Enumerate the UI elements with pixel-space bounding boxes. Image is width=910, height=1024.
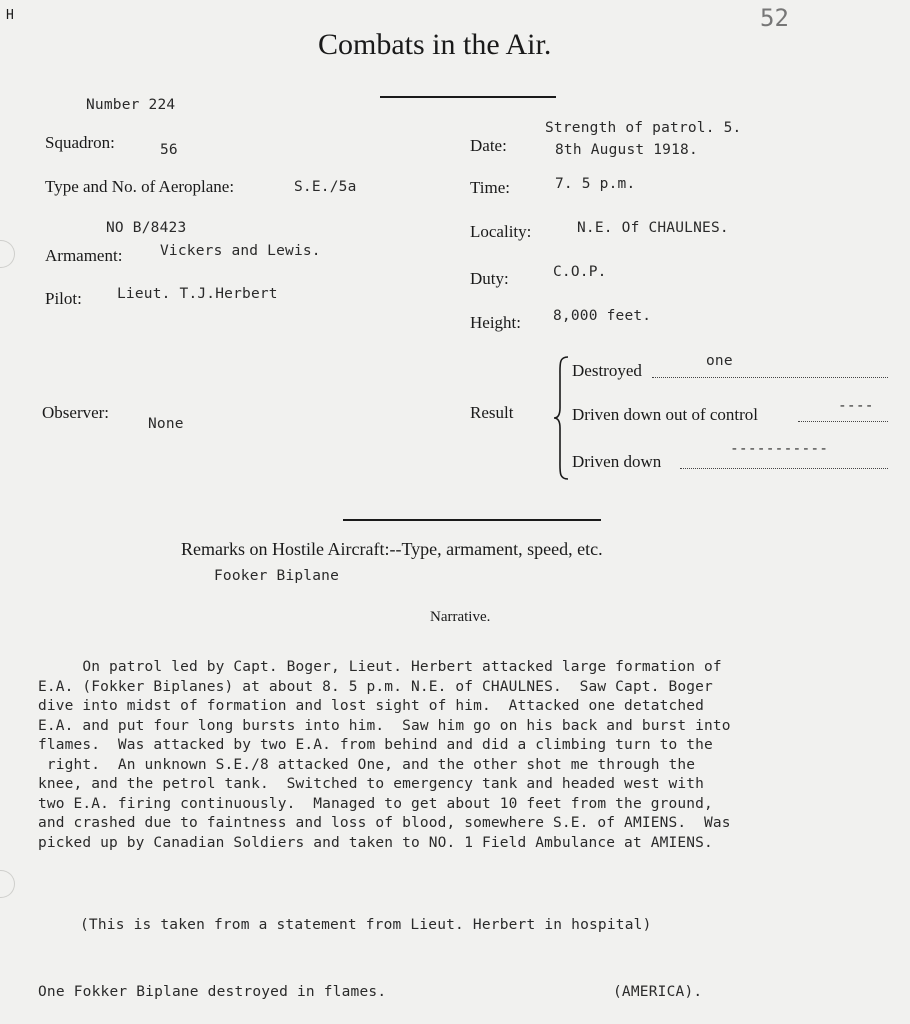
locality-value: N.E. Of CHAULNES. bbox=[577, 220, 729, 236]
punch-hole-top bbox=[0, 240, 15, 268]
driven-out-dots bbox=[798, 421, 888, 422]
destroyed-label: Destroyed bbox=[572, 361, 642, 380]
narrative-line: E.A. and put four long bursts into him. Saw him go on his back and burst into bbox=[38, 717, 731, 734]
pilot-value: Lieut. T.J.Herbert bbox=[117, 286, 278, 302]
pilot-label: Pilot: bbox=[45, 289, 82, 308]
height-value: 8,000 feet. bbox=[553, 308, 652, 324]
aeroplane-type-value: S.E./5a bbox=[294, 179, 357, 195]
punch-hole-bottom bbox=[0, 870, 15, 898]
narrative-heading: Narrative. bbox=[430, 609, 491, 625]
date-label: Date: bbox=[470, 136, 507, 155]
page-title: Combats in the Air. bbox=[318, 28, 552, 61]
duty-value: C.O.P. bbox=[553, 264, 607, 280]
narrative-line: right. An unknown S.E./8 attacked One, and the other shot me through the bbox=[38, 756, 696, 773]
duty-label: Duty: bbox=[470, 269, 509, 288]
driven-down-dots bbox=[680, 468, 888, 469]
driven-down-value: ----------- bbox=[730, 441, 829, 457]
armament-value: Vickers and Lewis. bbox=[160, 243, 321, 259]
narrative-body bbox=[38, 658, 898, 853]
statement-note: (This is taken from a statement from Lieut. Herbert in hospital) bbox=[80, 917, 652, 933]
remarks-heading: Remarks on Hostile Aircraft:--Type, armament, speed, etc. bbox=[181, 539, 603, 559]
narrative-line: flames. Was attacked by two E.A. from behind and did a climbing turn to the bbox=[38, 737, 713, 753]
page-number: 52 bbox=[760, 4, 789, 32]
narrative-line: and crashed due to faintness and loss of blood, somewhere S.E. of AMIENS. Was bbox=[38, 815, 731, 831]
driven-down-label: Driven down bbox=[572, 452, 662, 471]
narrative-line: knee, and the petrol tank. Switched to emergency tank and headed west with bbox=[38, 776, 704, 792]
narrative-line: picked up by Canadian Soldiers and taken to NO. 1 Field Ambulance at AMIENS. bbox=[38, 834, 713, 851]
time-label: Time: bbox=[470, 178, 511, 197]
result-brace bbox=[553, 356, 569, 480]
date-value: 8th August 1918. bbox=[555, 142, 698, 158]
observer-value: None bbox=[148, 416, 184, 432]
final-tag: (AMERICA). bbox=[613, 984, 703, 1000]
report-number: Number 224 bbox=[86, 97, 176, 113]
driven-out-value: ---- bbox=[838, 398, 874, 414]
aeroplane-type-label: Type and No. of Aeroplane: bbox=[45, 177, 235, 196]
height-label: Height: bbox=[470, 313, 521, 332]
squadron-label: Squadron: bbox=[45, 133, 115, 152]
destroyed-value: one bbox=[706, 353, 733, 369]
result-label: Result bbox=[470, 403, 514, 422]
squadron-value: 56 bbox=[160, 142, 178, 158]
armament-label: Armament: bbox=[45, 246, 123, 265]
aeroplane-serial-value: NO B/8423 bbox=[106, 220, 187, 236]
final-claim: One Fokker Biplane destroyed in flames. bbox=[38, 984, 387, 1000]
patrol-strength: Strength of patrol. 5. bbox=[545, 120, 742, 136]
section-rule bbox=[343, 519, 601, 521]
locality-label: Locality: bbox=[470, 222, 532, 241]
observer-label: Observer: bbox=[42, 403, 110, 422]
narrative-line: two E.A. firing continuously. Managed to get about 10 feet from the ground, bbox=[38, 795, 713, 812]
corner-letter: H bbox=[6, 8, 14, 23]
title-rule bbox=[380, 96, 556, 98]
driven-out-label: Driven down out of control bbox=[572, 405, 759, 424]
destroyed-dots bbox=[652, 377, 888, 378]
narrative-line: E.A. (Fokker Biplanes) at about 8. 5 p.m. N.E. of CHAULNES. Saw Capt. Boger bbox=[38, 678, 713, 695]
remarks-value: Fooker Biplane bbox=[214, 568, 340, 584]
narrative-line: dive into midst of formation and lost sight of him. Attacked one detatched bbox=[38, 698, 704, 714]
time-value: 7. 5 p.m. bbox=[555, 176, 636, 192]
narrative-line: On patrol led by Capt. Boger, Lieut. Herbert attacked large formation of bbox=[38, 659, 722, 675]
